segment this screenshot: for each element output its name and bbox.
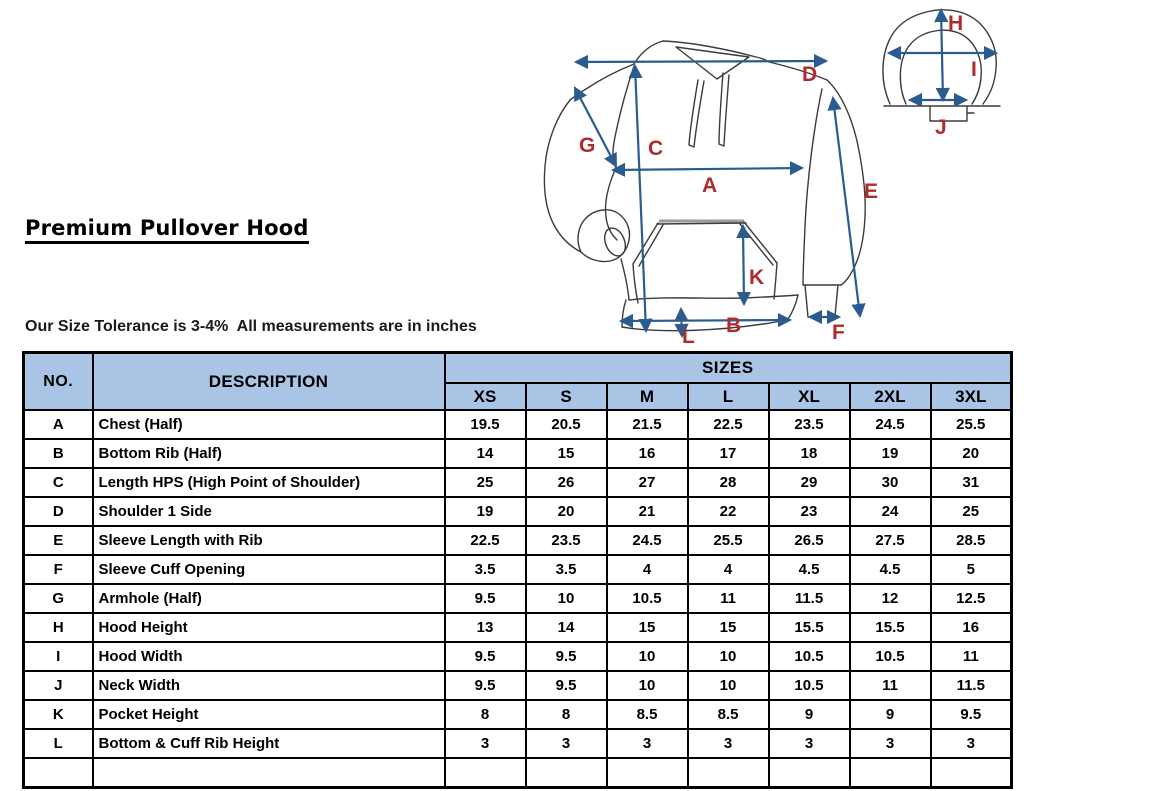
row-value-cell: 23.5: [526, 526, 607, 555]
row-no-cell: L: [24, 729, 93, 758]
row-description-cell: [93, 758, 445, 788]
row-no-cell: D: [24, 497, 93, 526]
col-header-size-s: S: [526, 383, 607, 410]
row-value-cell: 8.5: [688, 700, 769, 729]
col-header-size-2xl: 2XL: [850, 383, 931, 410]
row-no-cell: K: [24, 700, 93, 729]
row-value-cell: 15: [607, 613, 688, 642]
arrow-d: [576, 61, 826, 62]
table-row: [24, 758, 1012, 788]
row-description-cell: Pocket Height: [93, 700, 445, 729]
row-value-cell: 8: [526, 700, 607, 729]
row-description-cell: Bottom & Cuff Rib Height: [93, 729, 445, 758]
row-value-cell: 3.5: [526, 555, 607, 584]
row-value-cell: 29: [769, 468, 850, 497]
table-row: [24, 555, 1012, 584]
row-value-cell: 10.5: [769, 671, 850, 700]
row-value-cell: 21: [607, 497, 688, 526]
row-value-cell: 14: [526, 613, 607, 642]
row-value-cell: [445, 758, 526, 788]
row-value-cell: 9.5: [445, 584, 526, 613]
row-value-cell: 11: [931, 642, 1012, 671]
row-value-cell: 3.5: [445, 555, 526, 584]
arrow-a: [613, 168, 802, 170]
measure-label-k: K: [749, 266, 765, 289]
row-value-cell: 10: [688, 642, 769, 671]
hoodie-measurement-diagram: [518, 0, 1030, 350]
row-value-cell: 14: [445, 439, 526, 468]
row-value-cell: 12: [850, 584, 931, 613]
row-value-cell: 3: [445, 729, 526, 758]
row-value-cell: 10: [607, 671, 688, 700]
row-value-cell: 20: [931, 439, 1012, 468]
table-row: [24, 642, 1012, 671]
measure-label-b: B: [726, 314, 742, 337]
row-description-cell: Armhole (Half): [93, 584, 445, 613]
row-no-cell: C: [24, 468, 93, 497]
row-value-cell: 10: [607, 642, 688, 671]
col-header-size-xl: XL: [769, 383, 850, 410]
measure-label-d: D: [802, 63, 818, 86]
row-value-cell: 26: [526, 468, 607, 497]
row-value-cell: 22: [688, 497, 769, 526]
col-header-description: DESCRIPTION: [93, 353, 445, 411]
table-row: [24, 410, 1012, 439]
row-description-cell: Hood Width: [93, 642, 445, 671]
size-table-body: [24, 410, 1012, 788]
table-row: [24, 729, 1012, 758]
row-value-cell: 18: [769, 439, 850, 468]
table-row: [24, 671, 1012, 700]
table-row: [24, 497, 1012, 526]
row-value-cell: 10.5: [769, 642, 850, 671]
measure-label-g: G: [579, 134, 596, 157]
row-description-cell: Chest (Half): [93, 410, 445, 439]
measure-label-i: I: [971, 58, 977, 81]
col-header-size-m: M: [607, 383, 688, 410]
measure-label-f: F: [832, 321, 845, 344]
col-header-size-3xl: 3XL: [931, 383, 1012, 410]
row-value-cell: 3: [607, 729, 688, 758]
row-value-cell: [688, 758, 769, 788]
row-value-cell: 20: [526, 497, 607, 526]
row-value-cell: 15: [526, 439, 607, 468]
row-value-cell: 23.5: [769, 410, 850, 439]
row-value-cell: 11: [850, 671, 931, 700]
row-no-cell: [24, 758, 93, 788]
row-value-cell: 9.5: [445, 671, 526, 700]
row-value-cell: 28.5: [931, 526, 1012, 555]
row-value-cell: 3: [850, 729, 931, 758]
measure-label-a: A: [702, 174, 718, 197]
size-chart-table: [22, 351, 1013, 789]
row-description-cell: Neck Width: [93, 671, 445, 700]
row-value-cell: 28: [688, 468, 769, 497]
row-value-cell: 9: [850, 700, 931, 729]
row-value-cell: 8.5: [607, 700, 688, 729]
size-tolerance-note: Our Size Tolerance is 3-4% All measurements are in inches: [25, 318, 477, 335]
row-value-cell: 31: [931, 468, 1012, 497]
row-value-cell: 10: [688, 671, 769, 700]
row-no-cell: E: [24, 526, 93, 555]
row-value-cell: 12.5: [931, 584, 1012, 613]
row-value-cell: [850, 758, 931, 788]
row-value-cell: 5: [931, 555, 1012, 584]
row-value-cell: 25.5: [688, 526, 769, 555]
row-description-cell: Shoulder 1 Side: [93, 497, 445, 526]
row-description-cell: Sleeve Cuff Opening: [93, 555, 445, 584]
row-value-cell: 22.5: [688, 410, 769, 439]
row-value-cell: 24: [850, 497, 931, 526]
row-value-cell: 16: [607, 439, 688, 468]
measure-label-j: J: [935, 116, 947, 139]
row-no-cell: A: [24, 410, 93, 439]
row-value-cell: 21.5: [607, 410, 688, 439]
row-value-cell: 19: [445, 497, 526, 526]
row-value-cell: 4.5: [769, 555, 850, 584]
arrow-e: [833, 98, 860, 316]
row-description-cell: Hood Height: [93, 613, 445, 642]
table-row: [24, 613, 1012, 642]
table-row: [24, 468, 1012, 497]
row-value-cell: 19.5: [445, 410, 526, 439]
row-value-cell: 10.5: [607, 584, 688, 613]
table-header-row-1: [24, 353, 1012, 384]
measure-label-l: L: [682, 325, 695, 348]
row-no-cell: I: [24, 642, 93, 671]
row-value-cell: 3: [769, 729, 850, 758]
row-no-cell: G: [24, 584, 93, 613]
row-value-cell: [526, 758, 607, 788]
row-value-cell: 9.5: [526, 642, 607, 671]
row-value-cell: 11.5: [769, 584, 850, 613]
row-value-cell: 4.5: [850, 555, 931, 584]
row-value-cell: 24.5: [607, 526, 688, 555]
row-value-cell: 19: [850, 439, 931, 468]
row-value-cell: 10: [526, 584, 607, 613]
row-value-cell: 4: [688, 555, 769, 584]
row-value-cell: 16: [931, 613, 1012, 642]
page-title: Premium Pullover Hood: [25, 216, 309, 244]
arrow-k: [743, 226, 744, 304]
row-value-cell: 30: [850, 468, 931, 497]
row-no-cell: J: [24, 671, 93, 700]
row-no-cell: B: [24, 439, 93, 468]
row-value-cell: 25.5: [931, 410, 1012, 439]
row-value-cell: 9: [769, 700, 850, 729]
arrow-c: [635, 66, 646, 331]
row-value-cell: 10.5: [850, 642, 931, 671]
row-value-cell: 3: [931, 729, 1012, 758]
table-row: [24, 526, 1012, 555]
row-value-cell: [607, 758, 688, 788]
table-row: [24, 439, 1012, 468]
row-value-cell: 27: [607, 468, 688, 497]
row-value-cell: 26.5: [769, 526, 850, 555]
row-value-cell: 25: [931, 497, 1012, 526]
col-header-size-l: L: [688, 383, 769, 410]
row-value-cell: 4: [607, 555, 688, 584]
row-value-cell: 9.5: [445, 642, 526, 671]
row-value-cell: 24.5: [850, 410, 931, 439]
row-no-cell: F: [24, 555, 93, 584]
row-value-cell: 3: [526, 729, 607, 758]
sizes-group-header: SIZES: [445, 353, 1012, 384]
row-value-cell: 11: [688, 584, 769, 613]
row-value-cell: 11.5: [931, 671, 1012, 700]
row-value-cell: 3: [688, 729, 769, 758]
measure-label-c: C: [648, 137, 664, 160]
measure-label-h: H: [948, 12, 964, 35]
measure-label-e: E: [864, 180, 879, 203]
row-value-cell: 20.5: [526, 410, 607, 439]
row-value-cell: 25: [445, 468, 526, 497]
row-no-cell: H: [24, 613, 93, 642]
row-description-cell: Sleeve Length with Rib: [93, 526, 445, 555]
arrow-h: [941, 10, 943, 100]
col-header-size-xs: XS: [445, 383, 526, 410]
row-value-cell: 15.5: [850, 613, 931, 642]
row-value-cell: 22.5: [445, 526, 526, 555]
col-header-no: NO.: [24, 353, 93, 411]
row-value-cell: 8: [445, 700, 526, 729]
table-row: [24, 584, 1012, 613]
row-description-cell: Length HPS (High Point of Shoulder): [93, 468, 445, 497]
row-value-cell: 13: [445, 613, 526, 642]
row-value-cell: [931, 758, 1012, 788]
row-value-cell: 9.5: [931, 700, 1012, 729]
table-row: [24, 700, 1012, 729]
row-value-cell: 15: [688, 613, 769, 642]
row-value-cell: 17: [688, 439, 769, 468]
row-value-cell: [769, 758, 850, 788]
row-value-cell: 23: [769, 497, 850, 526]
arrow-b: [621, 320, 790, 321]
row-description-cell: Bottom Rib (Half): [93, 439, 445, 468]
row-value-cell: 15.5: [769, 613, 850, 642]
row-value-cell: 9.5: [526, 671, 607, 700]
row-value-cell: 27.5: [850, 526, 931, 555]
